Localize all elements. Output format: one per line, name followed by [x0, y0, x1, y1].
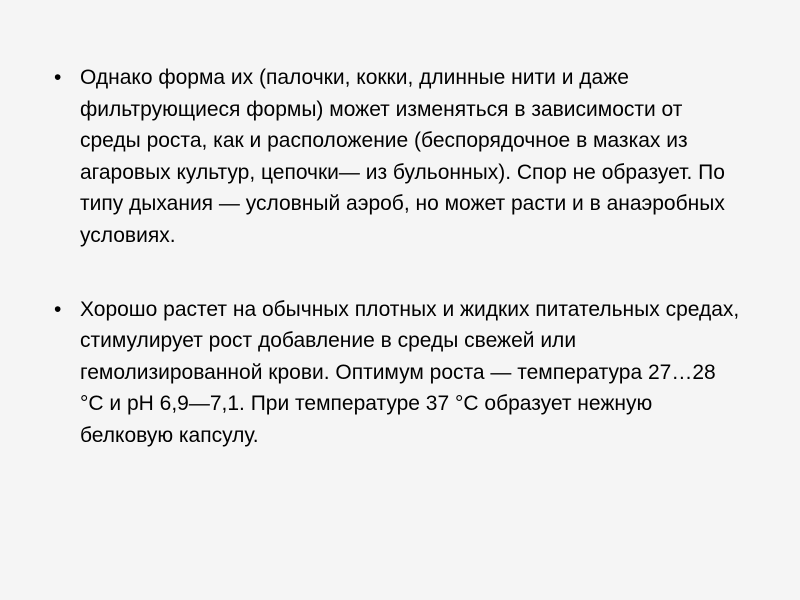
bullet-item-morphology [54, 62, 744, 252]
bullet-item-cultivation [54, 294, 744, 452]
paragraph-text: Однако форма их (палочки, кокки, длинные нити и даже фильтрующиеся формы) может изменяться в зависимости от среды роста, как и расположение (беспорядочное в мазках из агаровых культур, цепочки— из бульонных). Спор не образует. По типу дыхания — условный аэроб, но может расти и в анаэробных условиях. [80, 66, 725, 247]
bullet-point-icon: • [54, 66, 62, 89]
bullet-point-icon: • [54, 297, 62, 321]
paragraph-text: Хорошо растет на обычных плотных и жидких питательных средах, стимулирует рост добавление в среды свежей или гемолизированной крови. Оптимум роста — температура 27…28 °С и рН 6,9—7,1. При температуре 37 °С образует нежную белковую капсулу. [80, 297, 740, 447]
bullet-list [54, 62, 744, 452]
